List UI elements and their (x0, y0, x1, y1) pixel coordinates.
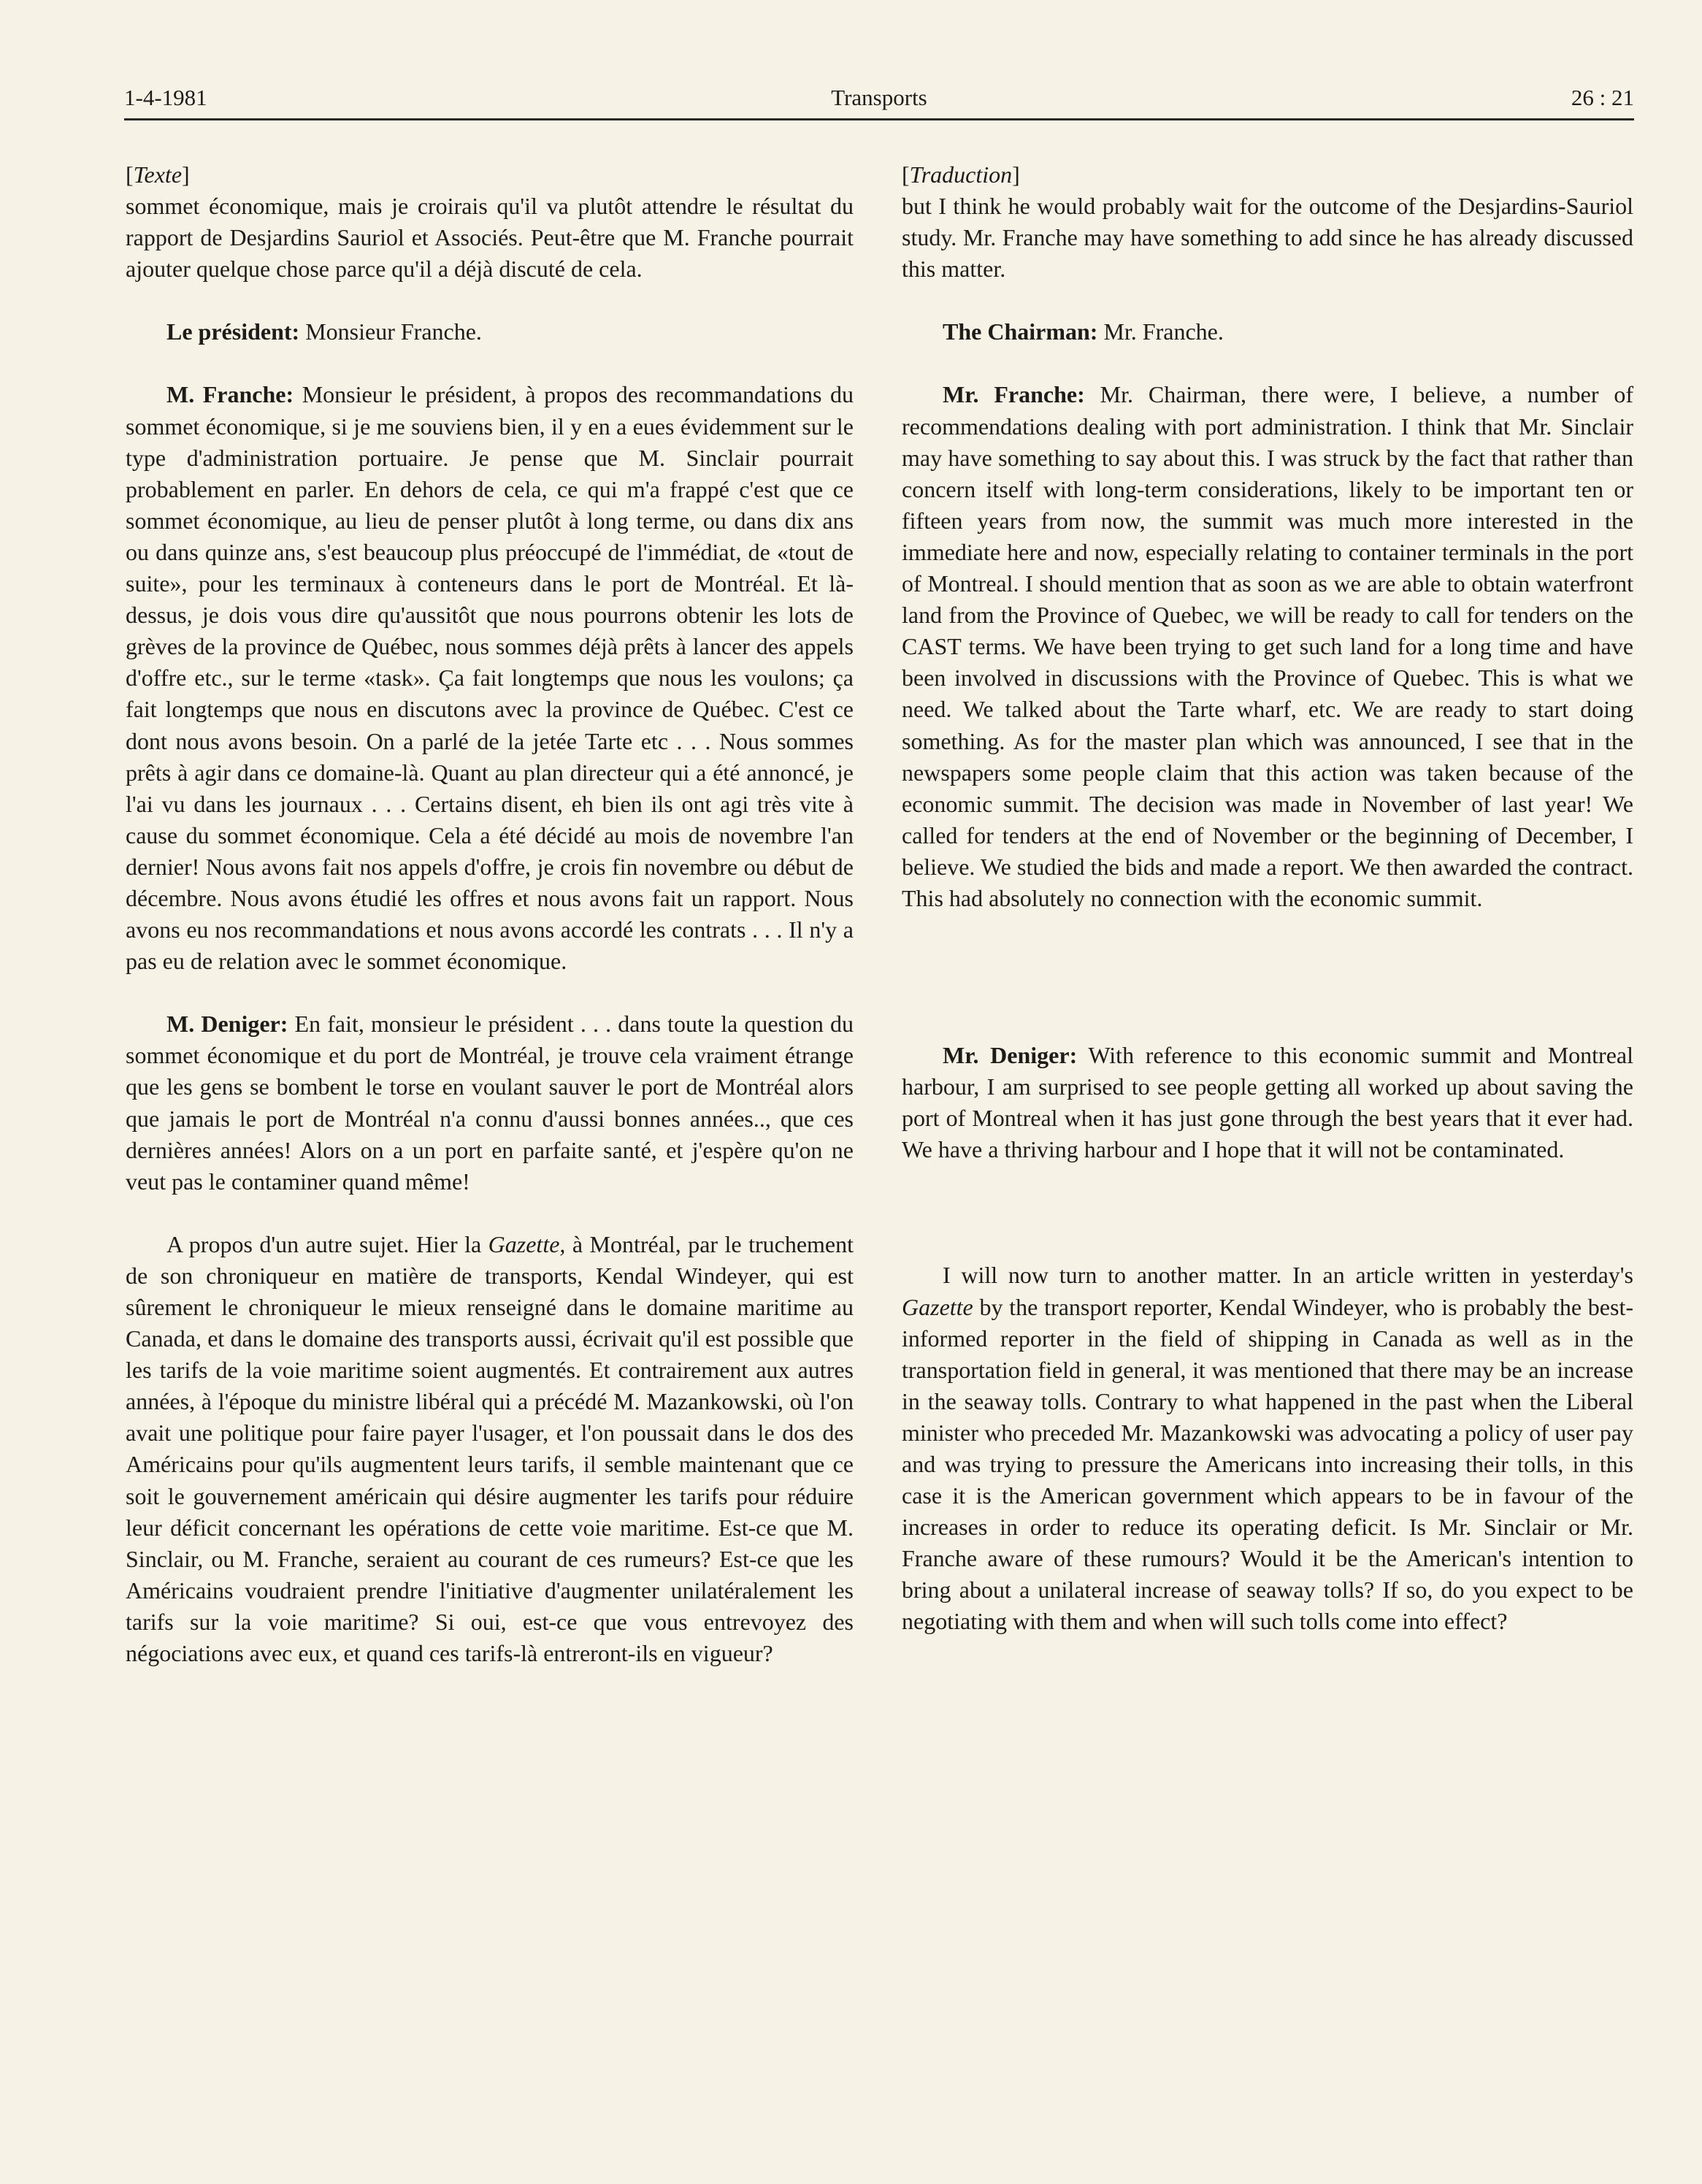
newspaper-name: Gazette, (488, 1230, 566, 1257)
speech-text: Monsieur le président, à propos des recommandations du sommet économique, si je me souviens bien, il y en a eues évidemment sur le type d'administration portuaire. Je pense que M. Sinclair pourrait probablement en parler. En dehors de cela, ce qui m'a frappé c'est que ce sommet économique, au lieu de penser plutôt à long terme, ou dans dix ans ou dans quinze ans, s'est beaucoup plus préoccupé de l'immédiat, de «tout de suite», pour les terminaux à conteneurs dans le port de Montréal. Et là-dessus, je dois vous dire qu'aussitôt que nous pourrons obtenir les lots de grèves de la province de Québec, nous sommes déjà prêts à lancer des appels d'offre etc., sur le terme «task». Ça fait longtemps que nous les voulons; ça fait longtemps que nous en discutons avec la province de Québec. C'est ce dont nous avons besoin. On a parlé de la jetée Tarte etc . . . Nous sommes prêts à agir dans ce domaine-là. Quant au plan directeur qui a été annoncé, je l'ai vu dans les journaux . . . Certains disent, eh bien ils ont agi très vite à cause du sommet économique. Cela a été décidé au mois de novembre l'an dernier! Nous avons fait nos appels d'offre, je crois fin novembre ou début de décembre. Nous avons étudié les offres et nous avons fait un rapport. Nous avons eu nos recommandations et nous avons accordé les contrats . . . Il n'y a pas eu de relation avec le sommet économique. (126, 381, 854, 975)
header-page-number: 26 : 21 (1571, 85, 1634, 110)
header-date: 1-4-1981 (124, 85, 207, 110)
paragraph (902, 379, 1633, 914)
english-column (902, 159, 1633, 1638)
speech-text: à Montréal, par le truchement de son chroniqueur en matière de transports, Kendal Windeyer, qui est sûrement le chroniqueur le mieux renseigné dans le domaine maritime au Canada, et dans le domaine des transports aussi, écrivait qu'il est possible que les tarifs de la voie maritime soient augmentés. Et contrairement aux autres années, à l'époque du ministre libéral qui a précédé M. Mazankowski, où l'on avait une politique pour faire payer l'usager, et l'on poussait dans le dos des Américains pour qu'ils augmentent leurs tarifs, il semble maintenant que ce soit le gouvernement américain qui désire augmenter les tarifs pour réduire leur déficit concernant les opérations de cette voie maritime. Est-ce que M. Sinclair, ou M. Franche, seraient au courant de ces rumeurs? Est-ce que les Américains voudraient prendre l'initiative d'augmenter unilatéralement les tarifs sur la voie maritime? Si oui, est-ce que vous entrevoyez des négociations avec eux, et quand ces tarifs-là entreront-ils en vigueur? (126, 1230, 854, 1667)
french-column (126, 159, 854, 1669)
speech-text: I will now turn to another matter. In an article written in yesterday's (943, 1262, 1633, 1289)
paragraph (126, 1008, 854, 1198)
paragraph (902, 316, 1633, 348)
tag-label: Traduction (909, 161, 1013, 188)
speech-text: With reference to this economic summit and Montreal harbour, I am surprised to see people getting all worked up about saving the port of Montreal when it has just gone through the best years that it ever had. We have a thriving harbour and I hope that it will not be contaminated. (902, 1042, 1633, 1163)
speech-text: Mr. Chairman, there were, I believe, a number of recommendations dealing with port administration. I think that Mr. Sinclair may have something to say about this. I was struck by the fact that rather than concern itself with long-term considerations, likely to be important ten or fifteen years from now, the summit was much more interested in the immediate here and now, especially relating to container terminals in the port of Montreal. I should mention that as soon as we are able to obtain waterfront land from the Province of Quebec, we will be ready to call for tenders on the CAST terms. We have been trying to get such land for a long time and have been involved in discussions with the Province of Quebec. This is what we need. We talked about the Tarte wharf, etc. We are ready to start doing something. As for the master plan which was announced, I see that in the newspapers some people claim that this action was taken because of the economic summit. The decision was made in November of last year! We called for tenders at the end of November or the beginning of December, I believe. We studied the bids and made a report. We then awarded the contract. This had absolutely no connection with the economic summit. (902, 381, 1634, 911)
tag-label: Texte (133, 161, 183, 188)
speaker-name: Le président: (166, 318, 300, 345)
speaker-name: Mr. Franche: (943, 381, 1085, 408)
paragraph (126, 379, 854, 977)
speaker-name: Mr. Deniger: (943, 1042, 1078, 1069)
column-tag-traduction: [Traduction] (902, 161, 1020, 188)
speaker-name: M. Deniger: (166, 1011, 288, 1038)
header-title: Transports (831, 85, 927, 110)
speech-text: En fait, monsieur le président . . . dans toute la question du sommet économique et du port de Montréal, je trouve cela vraiment étrange que les gens se bombent le torse en voulant sauver le port de Montréal alors que jamais le port de Montréal n'a connu d'aussi bonnes années.., que ces dernières années! Alors on a un port en parfaite santé, et j'espère qu'on ne veut pas le contaminer quand même! (126, 1011, 854, 1195)
column-tag-texte: [Texte] (126, 161, 190, 188)
speaker-name: M. Franche: (166, 381, 294, 408)
speaker-name: The Chairman: (943, 318, 1098, 345)
paragraph: but I think he would probably wait for the outcome of the Desjardins-Sauriol study. Mr. Franche may have something to add since he has already discussed this matter. (902, 193, 1633, 283)
speech-text: Mr. Franche. (1097, 318, 1224, 345)
paragraph (126, 1229, 854, 1669)
newspaper-name: Gazette (902, 1293, 973, 1320)
paragraph: sommet économique, mais je croirais qu'il va plutôt attendre le résultat du rapport de Desjardins Sauriol et Associés. Peut-être que M. Franche pourrait ajouter quelque chose parce qu'il a déjà discuté de cela. (126, 193, 854, 283)
paragraph (126, 316, 854, 348)
speech-text: A propos d'un autre sujet. Hier la (166, 1230, 488, 1257)
page-header (124, 80, 1634, 120)
paragraph (902, 1260, 1633, 1637)
speech-text: by the transport reporter, Kendal Windeyer, who is probably the best-informed reporter in the field of shipping in Canada as well as in the transportation field in general, it was mentioned that there may be an increase in the seaway tolls. Contrary to what happened in the past when the Liberal minister who preceded Mr. Mazankowski was advocating a policy of user pay and was trying to pressure the Americans into increasing their tolls, in this case it is the American government which appears to be in favour of the increases in order to reduce its operating deficit. Is Mr. Sinclair or Mr. Franche aware of these rumours? Would it be the American's intention to bring about a unilateral increase of seaway tolls? If so, do you expect to be negotiating with them and when will such tolls come into effect? (902, 1293, 1633, 1635)
speech-text: Monsieur Franche. (299, 318, 482, 345)
paragraph (902, 1040, 1633, 1165)
